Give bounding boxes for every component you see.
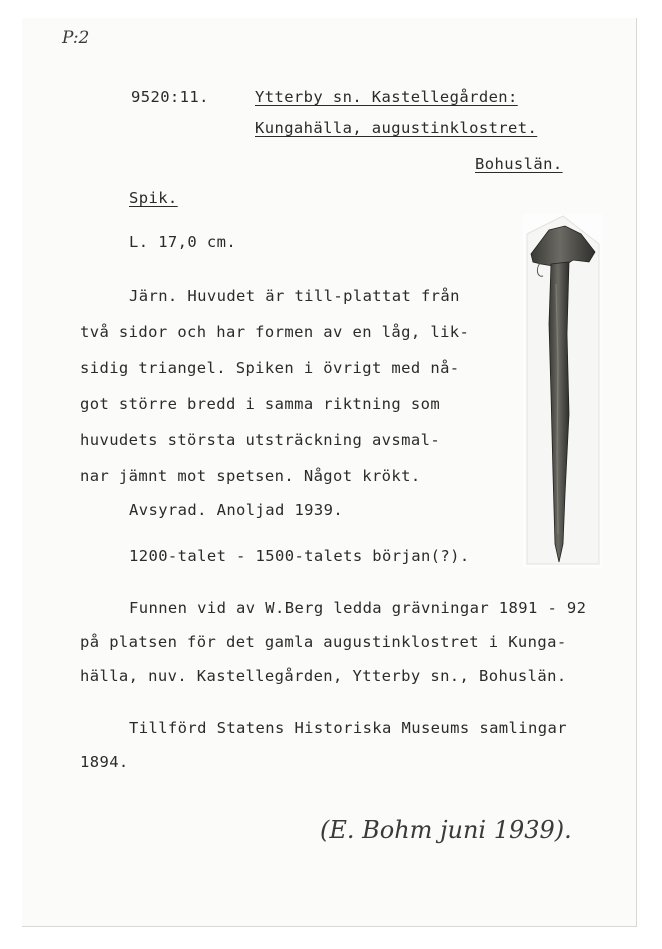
nail-illustration bbox=[523, 214, 603, 568]
description-line: nar jämnt mot spetsen. Något krökt. bbox=[80, 467, 421, 485]
description-line: Järn. Huvudet är till-plattat från bbox=[129, 287, 460, 305]
signature: (E. Bohm juni 1939). bbox=[320, 816, 572, 844]
find-line: på platsen för det gamla augustinklostret i Kunga- bbox=[80, 633, 567, 651]
dating: 1200-talet - 1500-talets början(?). bbox=[129, 547, 470, 565]
object-name: Spik. bbox=[129, 189, 178, 207]
find-line: Funnen vid av W.Berg ledda grävningar 1891 - 92 bbox=[129, 599, 587, 617]
location-line-1: Ytterby sn. Kastellegården: bbox=[255, 88, 518, 106]
description-line: sidig triangel. Spiken i övrigt med nå- bbox=[80, 359, 460, 377]
acquisition-line: 1894. bbox=[80, 753, 129, 771]
length: L. 17,0 cm. bbox=[129, 233, 237, 251]
description-line: två sidor och har formen av en låg, lik- bbox=[80, 323, 470, 341]
description-line: huvudets största utsträckning avsmal- bbox=[80, 431, 441, 449]
find-line: hälla, nuv. Kastellegården, Ytterby sn., Bohuslän. bbox=[80, 667, 567, 685]
corner-mark: P:2 bbox=[62, 28, 90, 48]
catalog-number: 9520:11. bbox=[131, 88, 209, 106]
treatment: Avsyrad. Anoljad 1939. bbox=[129, 501, 344, 519]
acquisition-line: Tillförd Statens Historiska Museums samlingar bbox=[129, 719, 567, 737]
region: Bohuslän. bbox=[475, 155, 563, 173]
nail-photo bbox=[523, 214, 603, 568]
location-line-2: Kungahälla, augustinklostret. bbox=[255, 119, 538, 137]
description-line: got större bredd i samma riktning som bbox=[80, 395, 441, 413]
